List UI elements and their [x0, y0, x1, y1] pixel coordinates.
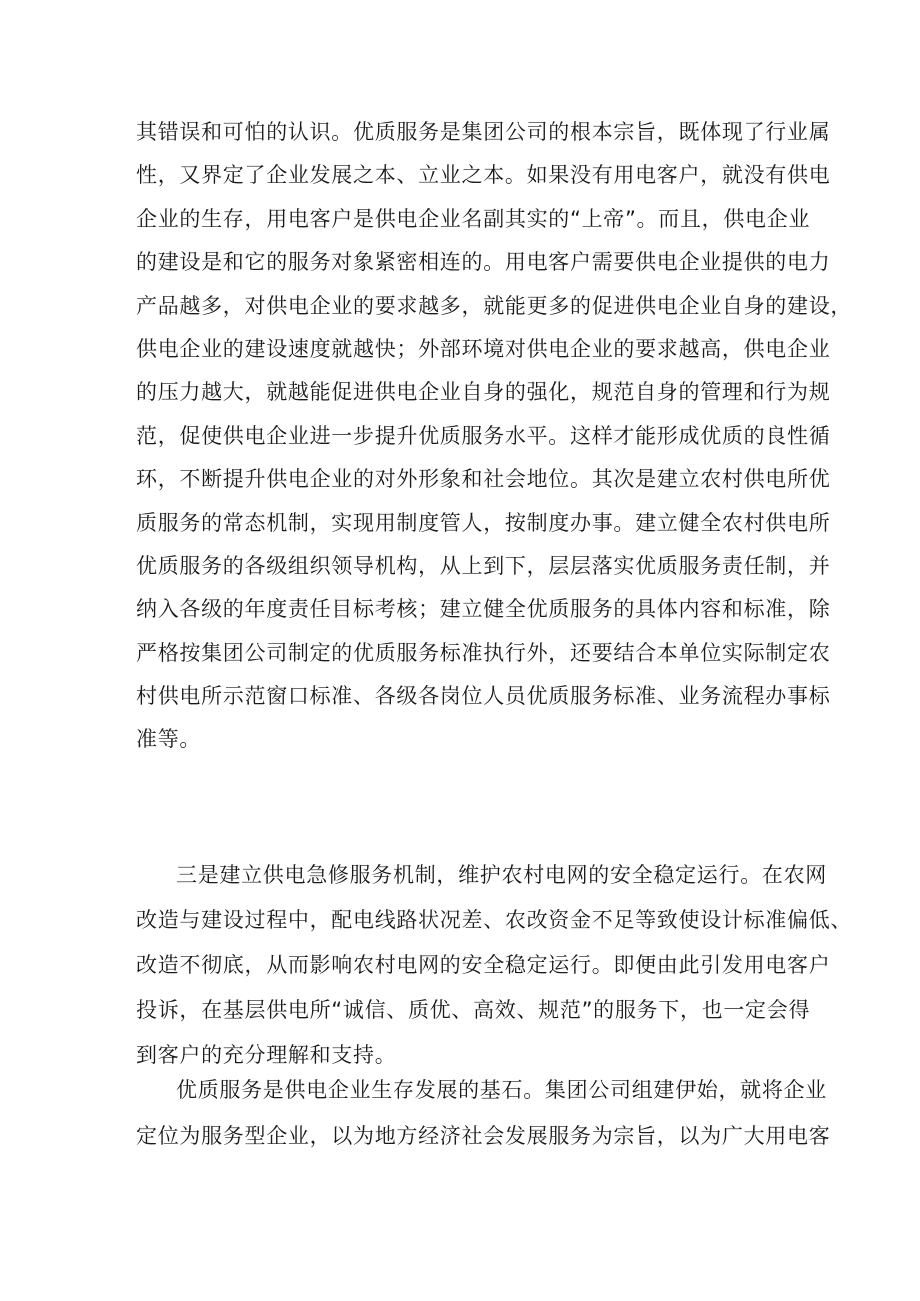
text-line: 投诉，在基层供电所“诚信、质优、高效、规范”的服务下，也一定会得 [136, 998, 811, 1022]
text-line: 到客户的充分理解和支持。 [136, 1043, 397, 1067]
text-line: 质服务的常态机制，实现用制度管人，按制度办事。建立健全农村供电所 [136, 510, 831, 535]
text-line: 纳入各级的年度责任目标考核；建立健全优质服务的具体内容和标准，除 [136, 597, 831, 622]
paragraph-3 [136, 1077, 831, 1169]
text-line: 准等。 [136, 727, 202, 752]
text-line: 定位为服务型企业，以为地方经济社会发展服务为宗旨，以为广大用电客 [136, 1124, 831, 1148]
text-line: 环，不断提升供电企业的对外形象和社会地位。其次是建立农村供电所优 [136, 467, 831, 492]
text-line: 优质服务是供电企业生存发展的基石。集团公司组建伊始，就将企业 [176, 1078, 827, 1102]
text-line: 严格按集团公司制定的优质服务标准执行外，还要结合本单位实际制定农 [136, 640, 831, 665]
text-line: 村供电所示范窗口标准、各级各岗位人员优质服务标准、业务流程办事标 [136, 684, 831, 709]
paragraph-1 [136, 119, 853, 770]
text-line: 性，又界定了企业发展之本、立业之本。如果没有用电客户，就没有供电 [136, 163, 831, 188]
text-line: 优质服务的各级组织领导机构，从上到下，层层落实优质服务责任制，并 [136, 553, 831, 578]
paragraph-2 [136, 862, 853, 1087]
text-line: 产品越多，对供电企业的要求越多，就能更多的促进供电企业自身的建设， [136, 293, 853, 318]
text-line: 供电企业的建设速度就越快；外部环境对供电企业的要求越高，供电企业 [136, 336, 831, 361]
text-line: 改造不彻底，从而影响农村电网的安全稳定运行。即便由此引发用电客户 [136, 953, 831, 977]
text-line: 的建设是和它的服务对象紧密相连的。用电客户需要供电企业提供的电力 [136, 250, 831, 275]
text-line: 其错误和可怕的认识。优质服务是集团公司的根本宗旨，既体现了行业属 [136, 120, 831, 144]
text-line: 的压力越大，就越能促进供电企业自身的强化，规范自身的管理和行为规 [136, 380, 831, 405]
text-line: 改造与建设过程中，配电线路状况差、农改资金不足等致使设计标准偏低、 [136, 908, 853, 932]
text-line: 企业的生存，用电客户是供电企业名副其实的“上帝”。而且，供电企业 [136, 206, 811, 231]
text-line: 范，促使供电企业进一步提升优质服务水平。这样才能形成优质的良性循 [136, 423, 831, 448]
text-line: 三是建立供电急修服务机制，维护农村电网的安全稳定运行。在农网 [176, 863, 827, 887]
